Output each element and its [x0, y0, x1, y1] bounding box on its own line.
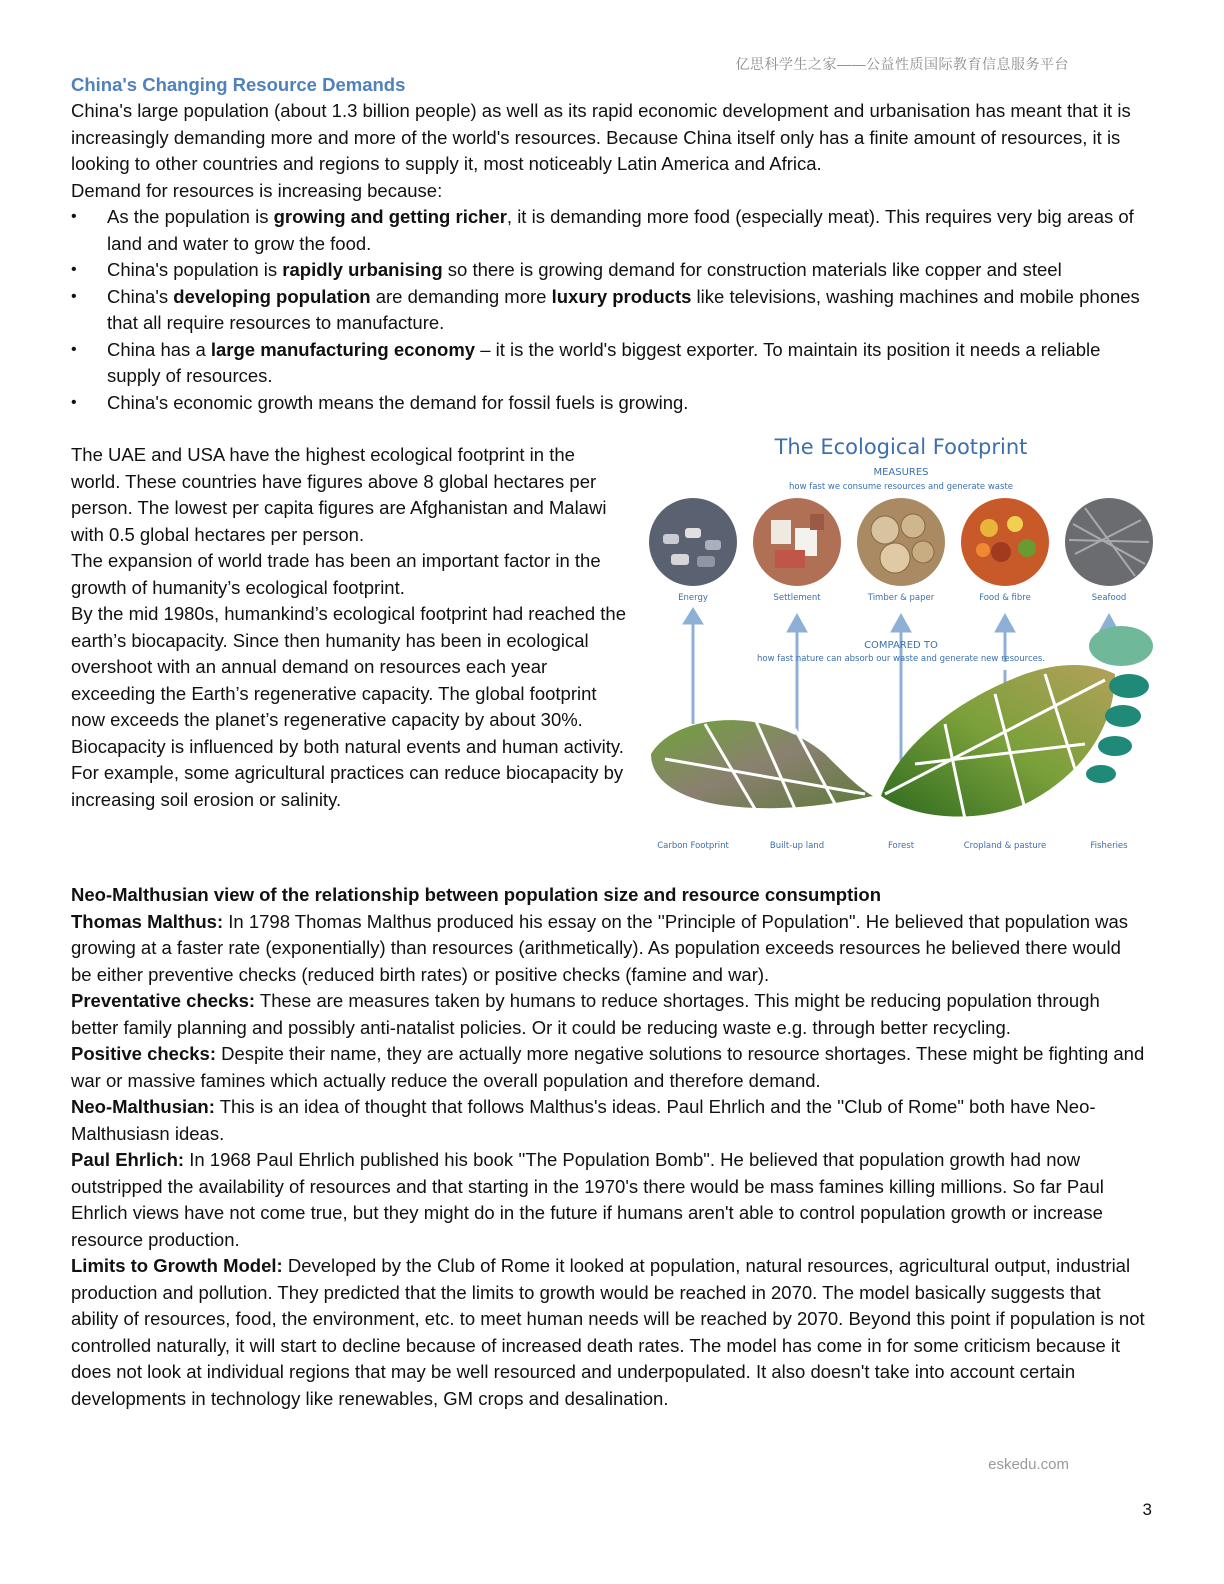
section-title-malthus: Neo-Malthusian view of the relationship between population size and resource consumption: [71, 884, 881, 905]
figure-compared-sub: how fast nature can absorb our waste and generate new resources.: [757, 654, 1045, 664]
footer-site: eskedu.com: [988, 1456, 1069, 1473]
list-item: • China's economic growth means the demand for fossil fuels is growing.: [71, 390, 1146, 417]
malthus-item: Limits to Growth Model: Developed by the Club of Rome it looked at population, natural resources, agricultural output, industrial production and pollution. They predicted that the limits to growth would be reached in 2070. The model basically suggests that ability of resources, food, the environment, etc. to meet human needs will be reached by 2070. Beyond this point if population is not controlled naturally, it will start to decline because of increased death rates. The model has come in for some criticism because it does not look at individual regions that may be well resourced and underpopulated. It also doesn't take into account certain developments in technology like renewables, GM crops and desalination.: [71, 1255, 1145, 1409]
top-label: Timber & paper: [867, 593, 935, 603]
malthus-item: Thomas Malthus: In 1798 Thomas Malthus produced his essay on the ''Principle of Population". He believed that population was growing at a faster rate (exponentially) than resources (arithmetically). As population exceeds resources he believed there would be either preventive checks (reduced birth rates) or positive checks (famine and war).: [71, 910, 1129, 985]
food-photo: [961, 498, 1049, 586]
malthus-item: Preventative checks: These are measures taken by humans to reduce shortages. This might be reducing population through better family planning and possibly anti-natalist policies. Or it could be reducing waste e.g. through better recycling.: [71, 990, 1100, 1038]
resource-photo-circles: [649, 498, 1153, 586]
list-item: • China has a large manufacturing economy – it is the world's biggest exporter. To maintain its position it needs a reliable supply of resources.: [71, 337, 1146, 390]
top-label: Food & fibre: [979, 593, 1031, 603]
bottom-label: Forest: [887, 841, 915, 851]
footprint-paragraph: Biocapacity is influenced by both natural events and human activity. For example, some agricultural practices can reduce biocapacity by increasing soil erosion or salinity.: [71, 735, 624, 810]
bottom-label: Carbon Footprint: [657, 841, 729, 851]
intro-paragraph: China's large population (about 1.3 billion people) as well as its rapid economic development and urbanisation has meant that it is increasingly demanding more and more of the world's resources. Because China itself only has a finite amount of resources, it is looking to other countries and regions to supply it, most noticeably Latin America and Africa.: [71, 100, 1131, 174]
list-item: • China's developing population are demanding more luxury products like televisions, washing machines and mobile phones that all require resources to manufacture.: [71, 284, 1146, 337]
bottom-label: Cropland & pasture: [963, 841, 1047, 851]
malthus-item: Neo-Malthusian: This is an idea of thought that follows Malthus's ideas. Paul Ehrlich and the ''Club of Rome" both have Neo-Malthusiasn ideas.: [71, 1096, 1096, 1144]
figure-title: The Ecological Footprint: [774, 435, 1028, 459]
ecological-footprint-figure: [645, 424, 1157, 854]
section-title-china: China's Changing Resource Demands: [71, 74, 406, 95]
malthus-item: Positive checks: Despite their name, they are actually more negative solutions to resource shortages. These might be fighting and war or massive famines which actually reduce the overall population and therefore demand.: [71, 1043, 1145, 1091]
bottom-label: Built-up land: [769, 841, 825, 851]
top-label: Energy: [678, 593, 708, 603]
energy-photo: [649, 498, 737, 586]
header-site-cn: 亿思科学生之家——公益性质国际教育信息服务平台: [735, 56, 1069, 72]
footprint-paragraph: The expansion of world trade has been an important factor in the growth of humanity’s ecological footprint.: [71, 550, 601, 598]
bottom-label: Fisheries: [1090, 841, 1128, 851]
top-label: Settlement: [773, 593, 821, 603]
footprint-paragraph: By the mid 1980s, humankind’s ecological footprint had reached the earth’s biocapacity. Since then humanity has been in ecological overshoot with an annual demand on resources each year exceeding the Earth’s regenerative capacity. The global footprint now exceeds the planet’s regenerative capacity by about 30%.: [71, 603, 627, 730]
footprint-paragraph: The UAE and USA have the highest ecological footprint in the world. These countries have figures above 8 global hectares per person. The lowest per capita figures are Afghanistan and Malawi with 0.5 global hectares per person.: [71, 444, 607, 545]
figure-compared: COMPARED TO: [864, 640, 938, 651]
footprint-text: [71, 442, 626, 813]
right-leaf-shape: [881, 665, 1115, 819]
demand-lead: Demand for resources is increasing because:: [71, 179, 443, 201]
figure-measures-sub: how fast we consume resources and generate waste: [788, 482, 1014, 492]
malthus-section: [71, 882, 1146, 1412]
page-content: [71, 72, 1146, 1412]
footprint-section: [71, 435, 1146, 882]
list-item: • As the population is growing and getting richer, it is demanding more food (especially meat). This requires very big areas of land and water to grow the food.: [71, 204, 1146, 257]
timber-photo: [857, 498, 945, 586]
malthus-item: Paul Ehrlich: In 1968 Paul Ehrlich published his book ''The Population Bomb". He believed that population growth had now outstripped the availability of resources and that starting in the 1970's there would be mass famines killing millions. So far Paul Ehrlich views have not come true, but they might do in the future if humans aren't able to control population growth or increase resource production.: [71, 1149, 1104, 1250]
top-label: Seafood: [1091, 593, 1127, 603]
list-item: • China's population is rapidly urbanising so there is growing demand for construction materials like copper and steel: [71, 257, 1146, 284]
figure-measures: MEASURES: [873, 467, 929, 478]
demand-bullet-list: [71, 204, 1146, 416]
left-leaf-shape: [651, 719, 873, 809]
page-number: 3: [1142, 1500, 1152, 1519]
